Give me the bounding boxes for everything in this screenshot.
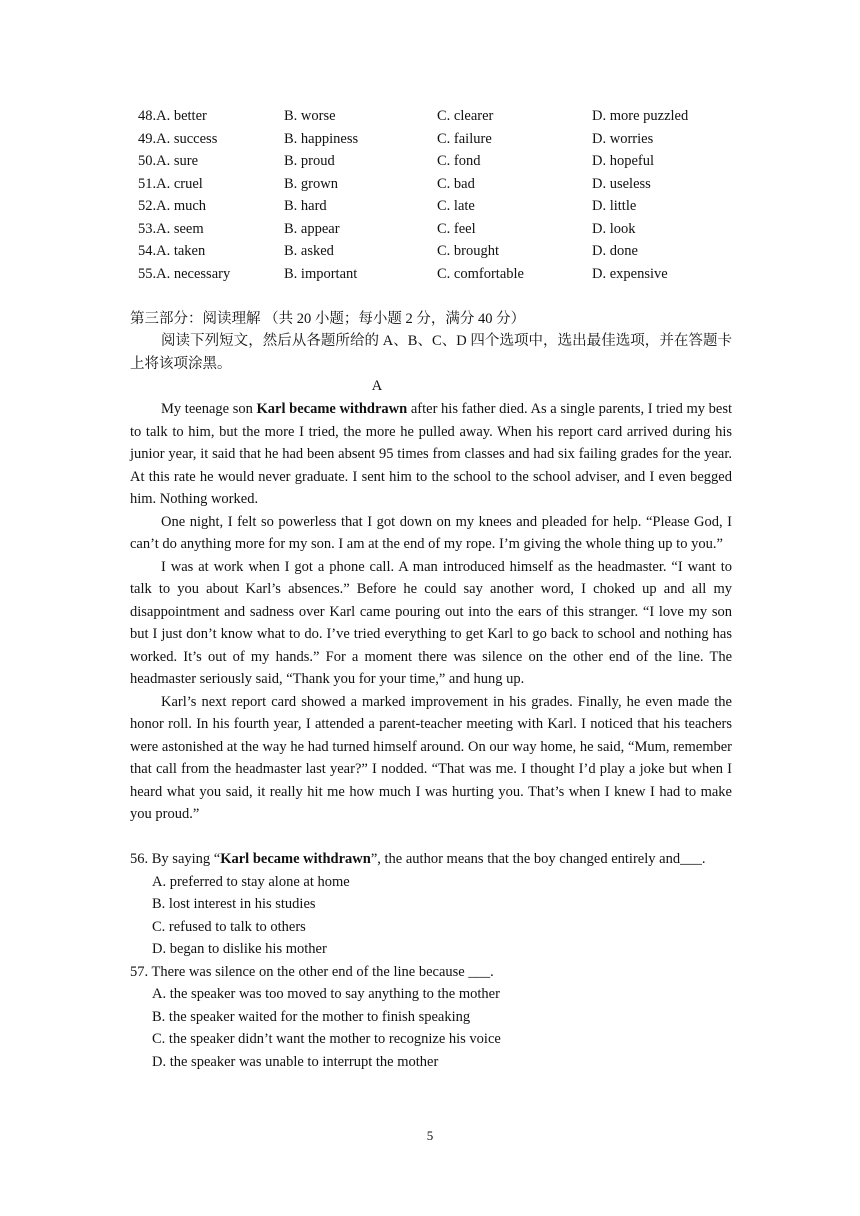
question-57-choice-d: D. the speaker was unable to interrupt the mother bbox=[152, 1053, 439, 1070]
option-d: D. expensive bbox=[592, 265, 668, 282]
bold-phrase: Karl became withdrawn bbox=[256, 401, 408, 417]
question-57-choice-c: C. the speaker didn’t want the mother to recognize his voice bbox=[152, 1031, 501, 1047]
option-c: C. late bbox=[437, 198, 475, 214]
question-57-choice-b: B. the speaker waited for the mother to finish speaking bbox=[152, 1008, 471, 1025]
option-b: B. worse bbox=[284, 108, 336, 124]
option-b: B. proud bbox=[284, 153, 335, 169]
question-56-choice-d: D. began to dislike his mother bbox=[152, 941, 327, 957]
question-56-choice-b: B. lost interest in his studies bbox=[152, 896, 316, 912]
passage-paragraph-2: One night, I felt so powerless that I got down on my knees and pleaded for help. “Please God, I can’t do anything more for my son. I am at the end of my rope. I’m giving the whole thing up to you.” bbox=[130, 513, 732, 552]
bold-phrase: Karl became withdrawn bbox=[220, 851, 371, 867]
question-57-choice-a: A. the speaker was too moved to say anything to the mother bbox=[152, 986, 500, 1002]
option-c: C. failure bbox=[437, 130, 492, 147]
option-b: B. hard bbox=[284, 198, 327, 214]
option-b: B. happiness bbox=[284, 130, 359, 147]
passage-paragraph-3: I was at work when I got a phone call. A man introduced himself as the headmaster. “I want to talk to you about Karl’s absences.” Before he could say another word, I choked up and all my disappointment and sadness over Karl came pouring out into the ears of this stranger. “I love my son but I just don’t know what to do. I’ve tried everything to get Karl to go back to school and nothing has worked. It’s out of my hands.” For a moment there was silence on the other end of the line. The headmaster seriously said, “Thank you for your time,” and hung up. bbox=[130, 558, 732, 687]
option-d: D. hopeful bbox=[592, 153, 655, 169]
option-d: D. more puzzled bbox=[592, 108, 689, 124]
option-a: 48.A. better bbox=[138, 108, 207, 124]
option-d: D. done bbox=[592, 243, 638, 259]
passage-paragraph-1 bbox=[130, 398, 732, 511]
section-instructions: 阅读下列短文，然后从各题所给的 A、B、C、D 四个选项中，选出最佳选项，并在答题卡上将该项涂黑。 bbox=[130, 333, 732, 372]
reading-passage bbox=[130, 398, 732, 826]
option-c: C. feel bbox=[437, 220, 476, 237]
option-a: 50.A. sure bbox=[138, 153, 199, 169]
option-b: B. asked bbox=[284, 243, 334, 259]
option-a: 54.A. taken bbox=[138, 243, 206, 259]
question-56-stem bbox=[130, 848, 732, 871]
option-c: C. brought bbox=[437, 243, 500, 259]
question-56-choice-a: A. preferred to stay alone at home bbox=[152, 873, 350, 890]
option-c: C. fond bbox=[437, 153, 481, 169]
question-56-choice-c: C. refused to talk to others bbox=[152, 918, 306, 935]
passage-paragraph-4: Karl’s next report card showed a marked improvement in his grades. Finally, he even made the honor roll. In his fourth year, I attended a parent-teacher meeting with Karl. I noticed that his teachers were astonished at the way he had turned himself around. On our way home, he said, “Mum, remember that call from the headmaster last year?” I nodded. “That was me. I thought I’d play a joke but when I heard what you said, it really hit me how much I was hurting you. That’s when I knew I had to make you proud.” bbox=[130, 693, 732, 822]
option-a: 55.A. necessary bbox=[138, 265, 231, 282]
passage-label: A bbox=[371, 378, 383, 394]
paragraph-text: after his father died. As a single parents, I tried my best to talk to him, but the more I tried, the more he pulled away. When his report card arrived during his junior year, it said that he had been absent 95 times from classes and had six failing grades for the year. At this rate he would never graduate. I sent him to the school to the school adviser, and I even begged him. Nothing worked. bbox=[130, 401, 733, 507]
option-a: 52.A. much bbox=[138, 198, 207, 214]
stem-text: ”, the author means that the boy changed entirely and___. bbox=[370, 851, 706, 867]
option-a: 53.A. seem bbox=[138, 220, 204, 237]
question-57-stem: 57. There was silence on the other end of the line because ___. bbox=[130, 963, 494, 980]
option-d: D. useless bbox=[592, 175, 651, 192]
option-b: B. important bbox=[284, 265, 358, 282]
option-a: 51.A. cruel bbox=[138, 175, 203, 192]
questions bbox=[130, 848, 732, 1073]
option-b: B. grown bbox=[284, 175, 338, 192]
option-c: C. comfortable bbox=[437, 265, 524, 282]
option-d: D. little bbox=[592, 198, 637, 214]
option-d: D. worries bbox=[592, 130, 654, 147]
option-d: D. look bbox=[592, 220, 636, 237]
paragraph-text: My teenage son bbox=[161, 401, 257, 417]
option-a: 49.A. success bbox=[138, 130, 218, 147]
page-number: 5 bbox=[426, 1128, 434, 1143]
option-c: C. clearer bbox=[437, 108, 494, 124]
section-title: 第三部分：阅读理解 （共 20 小题；每小题 2 分，满分 40 分） bbox=[130, 311, 526, 327]
stem-text: 56. By saying “ bbox=[130, 851, 221, 867]
option-c: C. bad bbox=[437, 175, 475, 192]
option-b: B. appear bbox=[284, 220, 340, 237]
